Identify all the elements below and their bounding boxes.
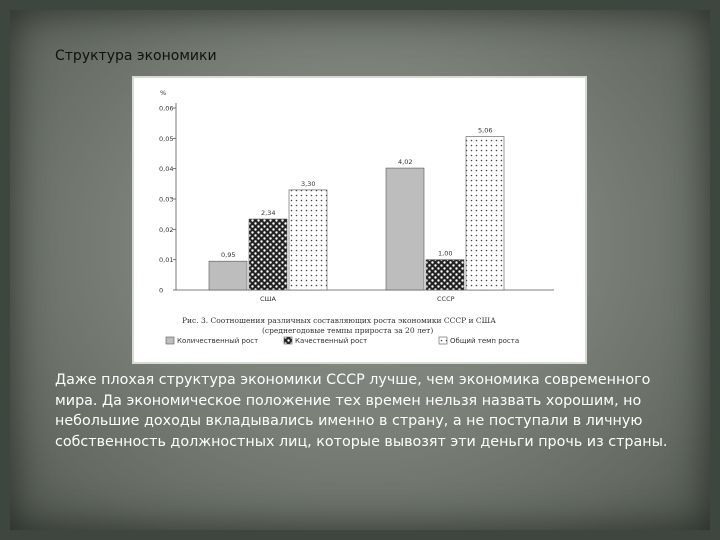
legend-swatch [284,337,292,344]
bar-chart [134,78,585,362]
slide [10,10,710,530]
y-axis-label: % [160,89,167,97]
chart-caption-line2: (среднегодовые темпы прироста за 20 лет) [262,326,434,335]
y-tick-label: 0,02 [159,225,174,234]
x-tick-label: США [260,295,276,303]
slide-body-text: Даже плохая структура экономики СССР лучше, чем экономика современного мира. Да экономическое положение тех времен нельзя назвать хорошим, но небольшие доходы вкладывались именно в страну, а не поступали в личную собственность должностных лиц, которые вывозят эти деньги прочь из страны. [55,372,668,450]
legend-label: Качественный рост [295,337,368,345]
bar-value-label: 1,00 [438,249,453,258]
legend-swatch [166,337,174,344]
bar [249,219,287,290]
y-tick-label: 0,05 [159,134,174,143]
y-tick-label: 0 [159,286,164,295]
chart-legend [166,337,519,345]
legend-swatch [439,337,447,344]
bar [289,190,327,290]
bar-value-label: 5,06 [478,126,493,135]
bar-value-label: 2,34 [261,209,276,218]
bar [466,137,504,290]
bar [386,168,424,290]
y-ticks [159,105,176,295]
legend-label: Общий темп роста [450,337,520,345]
legend-label: Количественный рост [177,337,259,345]
x-tick-label: СССР [437,295,455,303]
x-ticks [260,295,455,303]
bar [426,260,464,290]
bar-value-label: 0,95 [221,251,236,260]
chart-caption-line1: Рис. 3. Соотношения различных составляющих роста экономики СССР и США [182,316,496,325]
y-tick-label: 0,01 [159,256,174,265]
slide-title: Структура экономики [55,48,217,64]
y-tick-label: 0,04 [159,165,174,174]
chart-figure [132,76,587,364]
bar-value-label: 3,30 [301,179,316,188]
bar-value-label: 4,02 [398,158,413,167]
y-tick-label: 0,03 [159,195,174,204]
y-tick-label: 0,06 [159,104,174,113]
bar [209,261,247,290]
bar-groups [209,127,504,290]
